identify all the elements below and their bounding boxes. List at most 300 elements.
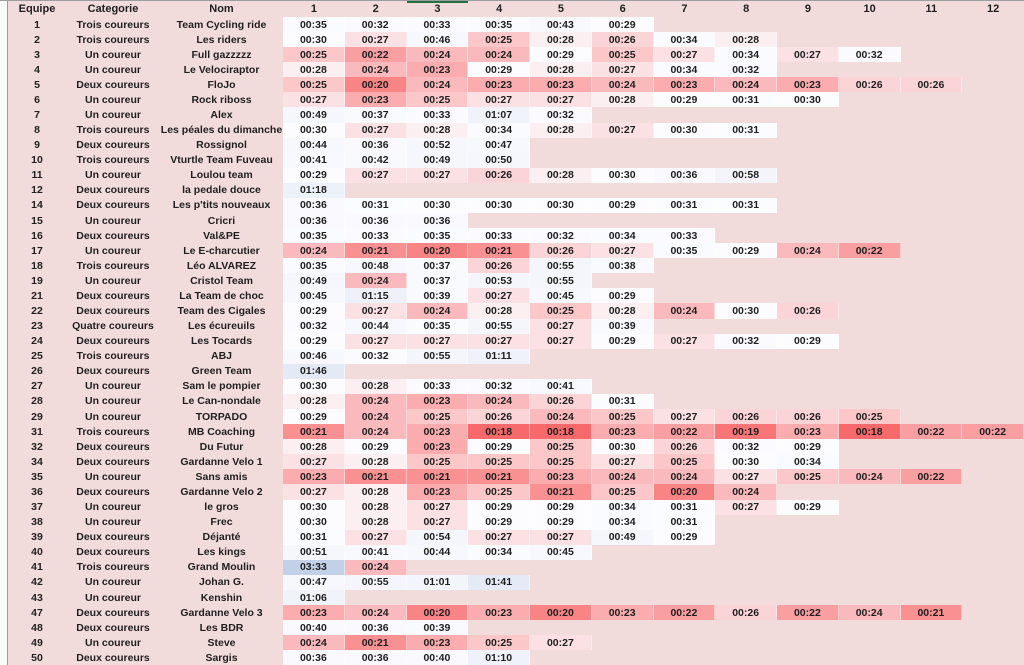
time-cell-lap-7[interactable]: 00:33: [654, 228, 716, 243]
time-cell-lap-1[interactable]: 00:24: [283, 243, 345, 258]
equipe-cell[interactable]: 3: [34, 48, 40, 61]
col-header-lap-3[interactable]: 3: [407, 1, 469, 17]
time-cell-lap-12[interactable]: [962, 484, 1024, 499]
time-cell-lap-6[interactable]: 00:29: [592, 288, 654, 303]
time-cell-lap-1[interactable]: 00:46: [283, 349, 345, 364]
time-cell-lap-6[interactable]: 00:24: [592, 77, 654, 92]
time-cell-lap-2[interactable]: 00:36: [345, 138, 407, 153]
time-cell-lap-9[interactable]: [777, 650, 839, 665]
equipe-cell[interactable]: 7: [34, 109, 40, 121]
nom-cell[interactable]: Les BDR: [199, 621, 244, 634]
time-cell-lap-6[interactable]: [592, 560, 654, 575]
equipe-cell[interactable]: 27: [31, 380, 43, 393]
time-cell-lap-11[interactable]: [901, 620, 963, 635]
time-cell-lap-11[interactable]: [901, 198, 963, 213]
time-cell-lap-3[interactable]: 00:27: [407, 515, 469, 530]
time-cell-lap-2[interactable]: [345, 183, 407, 198]
time-cell-lap-4[interactable]: 00:24: [468, 47, 530, 62]
equipe-cell[interactable]: 23: [31, 320, 43, 333]
time-cell-lap-4[interactable]: 00:33: [468, 228, 530, 243]
categorie-cell[interactable]: Quatre coureurs: [72, 320, 154, 333]
time-cell-lap-10[interactable]: [839, 439, 901, 454]
time-cell-lap-7[interactable]: [654, 560, 716, 575]
time-cell-lap-11[interactable]: [901, 409, 963, 424]
time-cell-lap-6[interactable]: 00:23: [592, 605, 654, 620]
categorie-cell[interactable]: Un coureur: [84, 516, 141, 529]
time-cell-lap-3[interactable]: 00:40: [407, 650, 469, 665]
equipe-cell[interactable]: 37: [31, 501, 43, 514]
time-cell-lap-3[interactable]: 00:23: [407, 424, 469, 439]
equipe-cell[interactable]: 34: [31, 455, 43, 468]
time-cell-lap-12[interactable]: [962, 62, 1024, 77]
time-cell-lap-2[interactable]: 00:27: [345, 334, 407, 349]
time-cell-lap-7[interactable]: [654, 213, 716, 228]
time-cell-lap-11[interactable]: [901, 32, 963, 47]
time-cell-lap-1[interactable]: 00:40: [283, 620, 345, 635]
time-cell-lap-8[interactable]: 00:24: [715, 77, 777, 92]
equipe-cell[interactable]: 17: [31, 244, 43, 257]
time-cell-lap-4[interactable]: 01:10: [468, 650, 530, 665]
time-cell-lap-8[interactable]: 00:31: [715, 198, 777, 213]
categorie-cell[interactable]: Deux coureurs: [76, 606, 150, 619]
time-cell-lap-4[interactable]: 00:27: [468, 530, 530, 545]
time-cell-lap-10[interactable]: [839, 500, 901, 515]
time-cell-lap-1[interactable]: 00:29: [283, 168, 345, 183]
time-cell-lap-10[interactable]: 00:18: [839, 424, 901, 439]
time-cell-lap-11[interactable]: [901, 243, 963, 258]
time-cell-lap-11[interactable]: [901, 228, 963, 243]
time-cell-lap-2[interactable]: 00:36: [345, 213, 407, 228]
nom-cell[interactable]: Kenshin: [200, 591, 243, 604]
equipe-cell[interactable]: 47: [31, 606, 43, 619]
time-cell-lap-9[interactable]: [777, 273, 839, 288]
time-cell-lap-8[interactable]: [715, 620, 777, 635]
time-cell-lap-8[interactable]: [715, 258, 777, 273]
time-cell-lap-5[interactable]: [530, 560, 592, 575]
time-cell-lap-1[interactable]: 01:46: [283, 364, 345, 379]
time-cell-lap-6[interactable]: [592, 213, 654, 228]
nom-cell[interactable]: Team Cycling ride: [176, 18, 267, 31]
time-cell-lap-7[interactable]: 00:24: [654, 469, 716, 484]
time-cell-lap-6[interactable]: 00:38: [592, 258, 654, 273]
time-cell-lap-6[interactable]: 00:25: [592, 484, 654, 499]
equipe-cell[interactable]: 49: [31, 636, 43, 649]
time-cell-lap-11[interactable]: [901, 303, 963, 318]
nom-cell[interactable]: Gardanne Velo 3: [180, 606, 263, 619]
time-cell-lap-8[interactable]: 00:30: [715, 454, 777, 469]
time-cell-lap-10[interactable]: [839, 213, 901, 228]
time-cell-lap-2[interactable]: [345, 364, 407, 379]
time-cell-lap-2[interactable]: 00:36: [345, 650, 407, 665]
time-cell-lap-7[interactable]: 00:20: [654, 484, 716, 499]
time-cell-lap-2[interactable]: 00:55: [345, 575, 407, 590]
nom-cell[interactable]: Les riders: [196, 33, 247, 46]
time-cell-lap-4[interactable]: 00:29: [468, 515, 530, 530]
time-cell-lap-2[interactable]: 00:28: [345, 500, 407, 515]
time-cell-lap-5[interactable]: [530, 364, 592, 379]
time-cell-lap-10[interactable]: [839, 168, 901, 183]
time-cell-lap-5[interactable]: 00:27: [530, 635, 592, 650]
col-header-lap-5[interactable]: 5: [557, 3, 564, 15]
nom-cell[interactable]: Du Futur: [199, 440, 244, 453]
nom-cell[interactable]: Cristol Team: [190, 274, 253, 287]
categorie-cell[interactable]: Un coureur: [84, 636, 141, 649]
time-cell-lap-8[interactable]: [715, 107, 777, 122]
time-cell-lap-1[interactable]: 00:30: [283, 123, 345, 138]
time-cell-lap-3[interactable]: 00:30: [407, 198, 469, 213]
time-cell-lap-1[interactable]: 00:27: [283, 92, 345, 107]
time-cell-lap-2[interactable]: 00:28: [345, 379, 407, 394]
time-cell-lap-4[interactable]: 00:26: [468, 258, 530, 273]
time-cell-lap-11[interactable]: [901, 334, 963, 349]
time-cell-lap-5[interactable]: 00:26: [530, 243, 592, 258]
categorie-cell[interactable]: Deux coureurs: [76, 621, 150, 634]
time-cell-lap-9[interactable]: [777, 183, 839, 198]
time-cell-lap-2[interactable]: 00:29: [345, 439, 407, 454]
time-cell-lap-5[interactable]: 00:27: [530, 334, 592, 349]
time-cell-lap-3[interactable]: 00:20: [407, 605, 469, 620]
time-cell-lap-10[interactable]: [839, 123, 901, 138]
categorie-cell[interactable]: Deux coureurs: [76, 651, 150, 664]
time-cell-lap-10[interactable]: [839, 530, 901, 545]
categorie-cell[interactable]: Un coureur: [84, 576, 141, 589]
equipe-cell[interactable]: 18: [31, 259, 43, 272]
time-cell-lap-9[interactable]: [777, 258, 839, 273]
equipe-cell[interactable]: 22: [31, 305, 43, 318]
time-cell-lap-6[interactable]: 00:25: [592, 409, 654, 424]
time-cell-lap-12[interactable]: [962, 635, 1024, 650]
col-header-equipe[interactable]: Equipe: [18, 3, 56, 15]
time-cell-lap-5[interactable]: 00:27: [530, 530, 592, 545]
nom-cell[interactable]: Le Can-nondale: [182, 395, 261, 408]
time-cell-lap-5[interactable]: 00:29: [530, 515, 592, 530]
time-cell-lap-1[interactable]: 00:44: [283, 138, 345, 153]
time-cell-lap-12[interactable]: [962, 288, 1024, 303]
time-cell-lap-11[interactable]: [901, 168, 963, 183]
categorie-cell[interactable]: Deux coureurs: [76, 199, 150, 212]
time-cell-lap-4[interactable]: 00:25: [468, 454, 530, 469]
time-cell-lap-12[interactable]: [962, 545, 1024, 560]
categorie-cell[interactable]: Un coureur: [84, 274, 141, 287]
time-cell-lap-5[interactable]: 00:21: [530, 484, 592, 499]
time-cell-lap-7[interactable]: 00:24: [654, 303, 716, 318]
time-cell-lap-6[interactable]: 00:27: [592, 62, 654, 77]
time-cell-lap-9[interactable]: [777, 153, 839, 168]
time-cell-lap-10[interactable]: [839, 334, 901, 349]
time-cell-lap-6[interactable]: [592, 349, 654, 364]
time-cell-lap-9[interactable]: [777, 620, 839, 635]
time-cell-lap-11[interactable]: [901, 545, 963, 560]
time-cell-lap-1[interactable]: 00:25: [283, 47, 345, 62]
time-cell-lap-6[interactable]: [592, 183, 654, 198]
equipe-cell[interactable]: 8: [34, 124, 40, 137]
equipe-cell[interactable]: 5: [34, 78, 40, 91]
time-cell-lap-5[interactable]: 00:43: [530, 17, 592, 32]
time-cell-lap-1[interactable]: 00:31: [283, 530, 345, 545]
time-cell-lap-10[interactable]: 00:32: [839, 47, 901, 62]
time-cell-lap-4[interactable]: 00:53: [468, 273, 530, 288]
equipe-cell[interactable]: 24: [31, 335, 43, 348]
time-cell-lap-5[interactable]: [530, 650, 592, 665]
time-cell-lap-9[interactable]: [777, 635, 839, 650]
time-cell-lap-4[interactable]: 00:23: [468, 605, 530, 620]
categorie-cell[interactable]: Deux coureurs: [76, 455, 150, 468]
time-cell-lap-3[interactable]: 00:25: [407, 409, 469, 424]
time-cell-lap-12[interactable]: [962, 228, 1024, 243]
time-cell-lap-10[interactable]: [839, 484, 901, 499]
time-cell-lap-7[interactable]: 00:31: [654, 198, 716, 213]
time-cell-lap-10[interactable]: [839, 590, 901, 605]
time-cell-lap-7[interactable]: 00:27: [654, 47, 716, 62]
time-cell-lap-2[interactable]: 00:28: [345, 515, 407, 530]
time-cell-lap-9[interactable]: [777, 515, 839, 530]
time-cell-lap-5[interactable]: [530, 575, 592, 590]
time-cell-lap-9[interactable]: [777, 590, 839, 605]
time-cell-lap-2[interactable]: 00:32: [345, 17, 407, 32]
time-cell-lap-12[interactable]: [962, 454, 1024, 469]
time-cell-lap-7[interactable]: 00:27: [654, 334, 716, 349]
nom-cell[interactable]: Le E-charcutier: [183, 244, 260, 257]
time-cell-lap-4[interactable]: 00:28: [468, 303, 530, 318]
time-cell-lap-11[interactable]: [901, 17, 963, 32]
time-cell-lap-11[interactable]: [901, 288, 963, 303]
time-cell-lap-9[interactable]: [777, 168, 839, 183]
time-cell-lap-7[interactable]: [654, 364, 716, 379]
time-cell-lap-1[interactable]: 00:30: [283, 32, 345, 47]
time-cell-lap-11[interactable]: [901, 454, 963, 469]
equipe-cell[interactable]: 43: [31, 591, 43, 604]
time-cell-lap-2[interactable]: 00:27: [345, 123, 407, 138]
time-cell-lap-11[interactable]: [901, 123, 963, 138]
time-cell-lap-5[interactable]: 00:25: [530, 454, 592, 469]
categorie-cell[interactable]: Un coureur: [84, 93, 141, 106]
time-cell-lap-7[interactable]: [654, 379, 716, 394]
time-cell-lap-1[interactable]: 03:33: [283, 560, 345, 575]
time-cell-lap-2[interactable]: 00:28: [345, 484, 407, 499]
time-cell-lap-1[interactable]: 00:47: [283, 575, 345, 590]
time-cell-lap-5[interactable]: 00:29: [530, 500, 592, 515]
categorie-cell[interactable]: Deux coureurs: [76, 546, 150, 559]
time-cell-lap-5[interactable]: 00:28: [530, 32, 592, 47]
time-cell-lap-3[interactable]: 00:46: [407, 32, 469, 47]
time-cell-lap-8[interactable]: [715, 213, 777, 228]
nom-cell[interactable]: La Team de choc: [179, 289, 264, 302]
time-cell-lap-12[interactable]: [962, 123, 1024, 138]
time-cell-lap-5[interactable]: 00:55: [530, 273, 592, 288]
time-cell-lap-12[interactable]: [962, 500, 1024, 515]
time-cell-lap-6[interactable]: 00:23: [592, 424, 654, 439]
time-cell-lap-6[interactable]: 00:39: [592, 319, 654, 334]
nom-cell[interactable]: Steve: [207, 636, 236, 649]
time-cell-lap-9[interactable]: 00:22: [777, 605, 839, 620]
time-cell-lap-6[interactable]: [592, 590, 654, 605]
nom-cell[interactable]: TORPADO: [195, 410, 248, 423]
nom-cell[interactable]: Grand Moulin: [187, 561, 256, 574]
time-cell-lap-6[interactable]: [592, 138, 654, 153]
time-cell-lap-2[interactable]: 00:22: [345, 47, 407, 62]
equipe-cell[interactable]: 15: [31, 214, 43, 227]
time-cell-lap-1[interactable]: 00:41: [283, 153, 345, 168]
time-cell-lap-2[interactable]: 00:24: [345, 273, 407, 288]
time-cell-lap-3[interactable]: 00:55: [407, 349, 469, 364]
time-cell-lap-11[interactable]: [901, 183, 963, 198]
time-cell-lap-12[interactable]: [962, 303, 1024, 318]
categorie-cell[interactable]: Trois coureurs: [76, 350, 150, 363]
time-cell-lap-7[interactable]: 00:36: [654, 168, 716, 183]
time-cell-lap-7[interactable]: 00:31: [654, 500, 716, 515]
time-cell-lap-2[interactable]: 00:24: [345, 394, 407, 409]
nom-cell[interactable]: Les p'tits nouveaux: [172, 199, 271, 212]
time-cell-lap-1[interactable]: 00:32: [283, 319, 345, 334]
time-cell-lap-2[interactable]: 00:41: [345, 545, 407, 560]
col-header-lap-12[interactable]: 12: [987, 3, 1000, 15]
time-cell-lap-11[interactable]: [901, 439, 963, 454]
time-cell-lap-7[interactable]: [654, 153, 716, 168]
time-cell-lap-1[interactable]: 00:30: [283, 379, 345, 394]
time-cell-lap-3[interactable]: [407, 183, 469, 198]
time-cell-lap-1[interactable]: 00:36: [283, 213, 345, 228]
time-cell-lap-4[interactable]: 00:47: [468, 138, 530, 153]
time-cell-lap-6[interactable]: [592, 620, 654, 635]
time-cell-lap-8[interactable]: 00:29: [715, 243, 777, 258]
time-cell-lap-12[interactable]: [962, 198, 1024, 213]
nom-cell[interactable]: Les kings: [197, 546, 246, 559]
categorie-cell[interactable]: Un coureur: [84, 169, 141, 182]
time-cell-lap-10[interactable]: 00:25: [839, 409, 901, 424]
time-cell-lap-2[interactable]: 00:24: [345, 424, 407, 439]
time-cell-lap-9[interactable]: 00:29: [777, 500, 839, 515]
time-cell-lap-8[interactable]: [715, 394, 777, 409]
time-cell-lap-5[interactable]: 00:23: [530, 469, 592, 484]
time-cell-lap-6[interactable]: 00:29: [592, 17, 654, 32]
time-cell-lap-4[interactable]: 00:55: [468, 319, 530, 334]
equipe-cell[interactable]: 11: [31, 169, 43, 182]
time-cell-lap-4[interactable]: [468, 213, 530, 228]
categorie-cell[interactable]: Trois coureurs: [76, 154, 150, 167]
time-cell-lap-4[interactable]: 01:11: [468, 349, 530, 364]
nom-cell[interactable]: Gardanne Velo 2: [180, 485, 263, 498]
time-cell-lap-3[interactable]: 00:24: [407, 47, 469, 62]
time-cell-lap-4[interactable]: 00:26: [468, 168, 530, 183]
time-cell-lap-8[interactable]: [715, 650, 777, 665]
time-cell-lap-3[interactable]: 00:27: [407, 500, 469, 515]
time-cell-lap-7[interactable]: 00:29: [654, 92, 716, 107]
time-cell-lap-10[interactable]: [839, 288, 901, 303]
time-cell-lap-6[interactable]: 00:31: [592, 394, 654, 409]
time-cell-lap-11[interactable]: [901, 394, 963, 409]
time-cell-lap-9[interactable]: [777, 288, 839, 303]
time-cell-lap-6[interactable]: 00:29: [592, 198, 654, 213]
nom-cell[interactable]: Rock riboss: [191, 93, 252, 106]
equipe-cell[interactable]: 36: [31, 485, 43, 498]
time-cell-lap-3[interactable]: 00:52: [407, 138, 469, 153]
time-cell-lap-12[interactable]: [962, 560, 1024, 575]
time-cell-lap-9[interactable]: [777, 107, 839, 122]
time-cell-lap-9[interactable]: [777, 123, 839, 138]
time-cell-lap-12[interactable]: [962, 138, 1024, 153]
time-cell-lap-9[interactable]: [777, 213, 839, 228]
time-cell-lap-1[interactable]: 00:28: [283, 439, 345, 454]
time-cell-lap-3[interactable]: 00:44: [407, 545, 469, 560]
time-cell-lap-1[interactable]: 00:29: [283, 334, 345, 349]
time-cell-lap-2[interactable]: 00:42: [345, 153, 407, 168]
time-cell-lap-10[interactable]: [839, 32, 901, 47]
nom-cell[interactable]: Gardanne Velo 1: [180, 455, 263, 468]
categorie-cell[interactable]: Deux coureurs: [76, 139, 150, 152]
equipe-cell[interactable]: 9: [34, 139, 40, 152]
time-cell-lap-10[interactable]: [839, 153, 901, 168]
time-cell-lap-1[interactable]: 00:45: [283, 288, 345, 303]
time-cell-lap-6[interactable]: [592, 545, 654, 560]
time-cell-lap-2[interactable]: 00:24: [345, 605, 407, 620]
time-cell-lap-5[interactable]: 00:30: [530, 198, 592, 213]
col-header-nom[interactable]: Nom: [209, 3, 234, 15]
time-cell-lap-4[interactable]: 00:27: [468, 92, 530, 107]
time-cell-lap-1[interactable]: 01:18: [283, 183, 345, 198]
col-header-lap-7[interactable]: 7: [681, 3, 688, 15]
time-cell-lap-7[interactable]: [654, 183, 716, 198]
nom-cell[interactable]: Full gazzzzz: [191, 48, 252, 61]
time-cell-lap-2[interactable]: 00:32: [345, 349, 407, 364]
equipe-cell[interactable]: 6: [34, 93, 40, 106]
time-cell-lap-2[interactable]: 00:24: [345, 560, 407, 575]
categorie-cell[interactable]: Deux coureurs: [76, 531, 150, 544]
time-cell-lap-6[interactable]: [592, 650, 654, 665]
time-cell-lap-5[interactable]: [530, 213, 592, 228]
time-cell-lap-9[interactable]: [777, 349, 839, 364]
time-cell-lap-2[interactable]: 00:27: [345, 32, 407, 47]
time-cell-lap-6[interactable]: [592, 364, 654, 379]
time-cell-lap-4[interactable]: 01:41: [468, 575, 530, 590]
equipe-cell[interactable]: 10: [31, 154, 43, 167]
time-cell-lap-10[interactable]: [839, 258, 901, 273]
categorie-cell[interactable]: Un coureur: [84, 109, 141, 121]
time-cell-lap-5[interactable]: 00:24: [530, 409, 592, 424]
time-cell-lap-7[interactable]: [654, 635, 716, 650]
time-cell-lap-6[interactable]: 00:34: [592, 515, 654, 530]
time-cell-lap-5[interactable]: 00:45: [530, 288, 592, 303]
time-cell-lap-8[interactable]: [715, 575, 777, 590]
time-cell-lap-7[interactable]: [654, 575, 716, 590]
nom-cell[interactable]: ABJ: [210, 350, 232, 363]
nom-cell[interactable]: Loulou team: [190, 169, 253, 182]
categorie-cell[interactable]: Deux coureurs: [76, 365, 150, 378]
time-cell-lap-5[interactable]: 00:55: [530, 258, 592, 273]
time-cell-lap-2[interactable]: 00:28: [345, 454, 407, 469]
nom-cell[interactable]: Johan G.: [199, 576, 244, 589]
time-cell-lap-4[interactable]: [468, 183, 530, 198]
time-cell-lap-6[interactable]: 00:30: [592, 168, 654, 183]
time-cell-lap-12[interactable]: [962, 515, 1024, 530]
time-cell-lap-12[interactable]: 00:22: [962, 424, 1024, 439]
time-cell-lap-7[interactable]: [654, 394, 716, 409]
time-cell-lap-1[interactable]: 00:28: [283, 62, 345, 77]
time-cell-lap-12[interactable]: [962, 439, 1024, 454]
time-cell-lap-3[interactable]: 00:54: [407, 530, 469, 545]
time-cell-lap-2[interactable]: 00:21: [345, 635, 407, 650]
time-cell-lap-10[interactable]: [839, 228, 901, 243]
time-cell-lap-4[interactable]: 00:29: [468, 500, 530, 515]
categorie-cell[interactable]: Deux coureurs: [76, 335, 150, 348]
time-cell-lap-3[interactable]: 00:20: [407, 243, 469, 258]
nom-cell[interactable]: Cricri: [207, 214, 236, 227]
time-cell-lap-4[interactable]: [468, 560, 530, 575]
time-cell-lap-11[interactable]: [901, 575, 963, 590]
equipe-cell[interactable]: 12: [31, 184, 43, 197]
time-cell-lap-11[interactable]: [901, 530, 963, 545]
time-cell-lap-2[interactable]: 00:36: [345, 620, 407, 635]
time-cell-lap-1[interactable]: 00:27: [283, 454, 345, 469]
